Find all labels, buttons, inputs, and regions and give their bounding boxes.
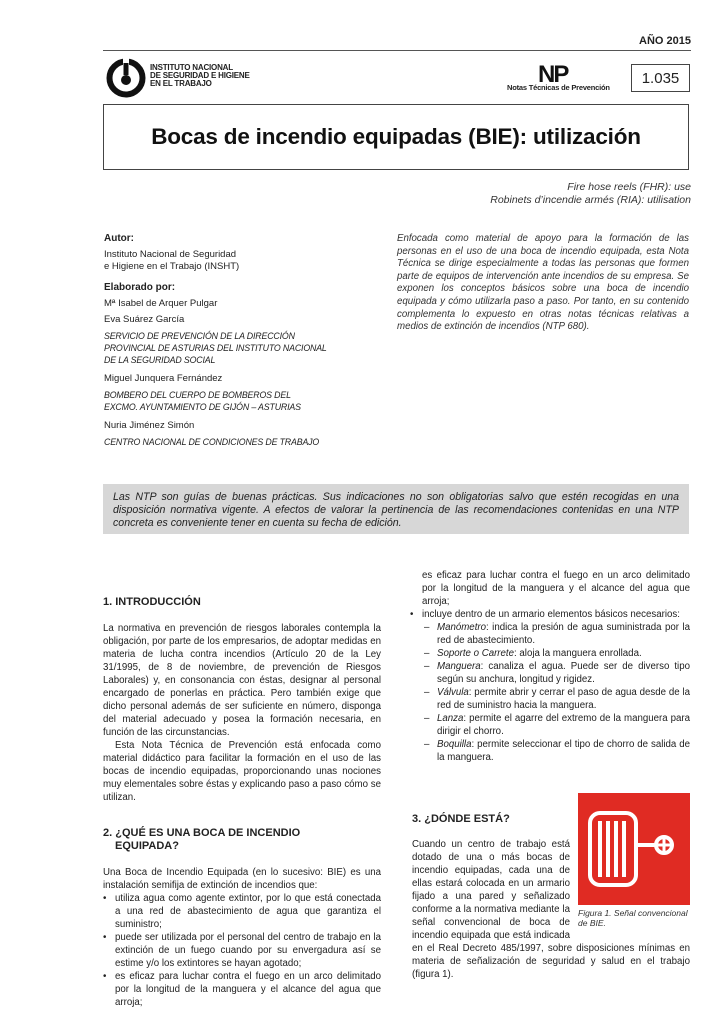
np-label: Notas Técnicas de Prevención	[507, 83, 610, 92]
authors-block	[104, 233, 369, 448]
list-subitem: – Lanza: permite el agarre del extremo de la manguera para dirigir el chorro.	[424, 713, 690, 737]
page-title: Bocas de incendio equipadas (BIE): utilización	[151, 124, 641, 149]
right-column	[410, 570, 690, 764]
institute-line: EN EL TRABAJO	[150, 79, 212, 88]
author-name: Mª Isabel de Arquer Pulgar	[104, 298, 218, 309]
bie-sign-icon	[578, 793, 690, 905]
section-3-paragraph: Cuando un centro de trabajo está dotado de una o más bocas de incendio equipadas, cada una de ellas estará colocada en un armario fijado a una pared y señalizado conforme a la normativa mediante la señal convencional de boca de incendio equipada que está indicada en el Real Decreto 485/1997, sobre disposiciones mínimas en materia de señalización de seguridad y salud en el trabajo (figura 1).	[412, 839, 690, 980]
section-2-paragraph: Una Boca de Incendio Equipada (en lo sucesivo: BIE) es una instalación semifija de extinción de incendios que:	[103, 867, 381, 891]
author-affiliation: SERVICIO DE PREVENCIÓN DE LA DIRECCIÓN	[104, 331, 295, 341]
list-item: • utiliza agua como agente extintor, por lo que está conectada a una red de abastecimiento de agua que garantiza el suministro;	[103, 893, 381, 930]
list-item: • incluye dentro de un armario elementos básicos necesarios:	[410, 609, 680, 620]
list-subitem: – Manguera: canaliza el agua. Puede ser de diverso tipo según su anchura, longitud y rigidez.	[424, 661, 690, 685]
alt-title-en: Fire hose reels (FHR): use	[567, 181, 691, 193]
list-item-continued: es eficaz para luchar contra el fuego en un arco delimitado por la longitud de la manguera y el alcance del agua que arroja;	[422, 570, 690, 607]
section-1-heading: 1. INTRODUCCIÓN	[103, 596, 201, 608]
list-subitem: – Válvula: permite abrir y cerrar el paso de agua desde de la red de suministro hacia la manguera.	[424, 687, 690, 711]
abstract: Enfocada como material de apoyo para la formación de las personas en el uso de una boca de incendio equipada, esta Nota Técnica se dirige especialmente a todas las personas que formen parte de equipos de intervención ante incendios de su empresa. Se exponen los conceptos básicos sobre una boca de incendio equipada y cómo utilizarla paso a paso. Por tanto, en su contenido complementa lo expuesto en otras notas técnicas relativas a medios de extinción de incendios (NTP 680).	[397, 233, 689, 333]
author-name: Nuria Jiménez Simón	[104, 420, 195, 431]
autor-label: Autor:	[104, 233, 134, 244]
list-subitem: – Soporte o Carrete: aloja la manguera enrollada.	[424, 648, 642, 659]
header-divider	[103, 50, 691, 51]
list-subitem: – Boquilla: permite seleccionar el tipo de chorro de salida de la manguera.	[424, 739, 690, 763]
ntp-number: 1.035	[631, 64, 690, 92]
alt-titles	[490, 181, 691, 207]
year-label: AÑO 2015	[639, 35, 691, 47]
section-3-heading: 3. ¿DÓNDE ESTÁ?	[412, 813, 510, 825]
title-box	[103, 104, 689, 170]
autor-line: Instituto Nacional de Seguridad	[104, 249, 237, 260]
left-column	[103, 596, 381, 1008]
np-logo-icon	[538, 61, 574, 88]
section-1-paragraph: La normativa en prevención de riesgos laborales contempla la obligación, por parte de los empresarios, de adoptar medidas en materia de lucha contra incendios (Artículo 20 de la Ley 31/1995, de 8 de noviembre, de prevención de Riesgos Laborales) y, en consonancia con éstas, designar al personal encargado de ponerlas en práctica. Pero también exige que dicho personal además de ser suficiente en número, disponga del material adecuado y posea la formación necesaria, en función de las circunstancias.	[103, 623, 381, 738]
np-logo-text: NP	[538, 61, 568, 88]
author-affiliation: PROVINCIAL DE ASTURIAS DEL INSTITUTO NACIONAL	[104, 343, 327, 353]
notice-box: Las NTP son guías de buenas prácticas. Sus indicaciones no son obligatorias salvo que estén recogidas en una disposición normativa vigente. A efectos de valorar la pertinencia de las recomendaciones contenidas en una NTP concreta es conveniente tener en cuenta su fecha de edición.	[103, 484, 689, 534]
insht-logo-icon	[106, 58, 146, 98]
institute-name	[150, 64, 250, 88]
list-subitem: – Manómetro: indica la presión de agua suministrada por la red de abastecimiento.	[424, 622, 690, 646]
author-affiliation: CENTRO NACIONAL DE CONDICIONES DE TRABAJO	[104, 437, 320, 447]
author-affiliation: DE LA SEGURIDAD SOCIAL	[104, 355, 216, 365]
elaborado-label: Elaborado por:	[104, 282, 176, 293]
section-3-heading-wrap	[412, 813, 572, 826]
section-2-heading-line-2: EQUIPADA?	[115, 840, 179, 852]
author-affiliation: EXCMO. AYUNTAMIENTO DE GIJÓN – ASTURIAS	[104, 402, 301, 412]
list-item: • es eficaz para luchar contra el fuego en un arco delimitado por la longitud de la manguera y el alcance del agua que arroja;	[103, 971, 381, 1008]
author-name: Eva Suárez García	[104, 314, 185, 325]
author-name: Miguel Junquera Fernández	[104, 373, 223, 384]
institute-line: INSTITUTO NACIONAL	[150, 63, 233, 72]
section-1-paragraph: Esta Nota Técnica de Prevención está enfocada como material didáctico para facilitar la formación en el uso de las bocas de incendio equipadas, proporcionando unas nociones muy elementales sobre éstas y explicando paso a paso cómo se utilizan.	[103, 740, 381, 803]
institute-line: DE SEGURIDAD E HIGIENE	[150, 71, 250, 80]
figure-caption: Figura 1. Señal convencional de BIE.	[578, 908, 688, 928]
autor-line: e Higiene en el Trabajo (INSHT)	[104, 261, 240, 272]
section-2-heading: 2. ¿QUÉ ES UNA BOCA DE INCENDIO	[103, 827, 301, 839]
author-affiliation: BOMBERO DEL CUERPO DE BOMBEROS DEL	[104, 390, 291, 400]
list-item: • puede ser utilizada por el personal del centro de trabajo en la extinción de un fuego cuando por su envergadura así se estime y/o los extintores se hayan agotado;	[103, 932, 381, 969]
alt-title-fr: Robinets d’incendie armés (RIA): utilisation	[490, 194, 691, 206]
